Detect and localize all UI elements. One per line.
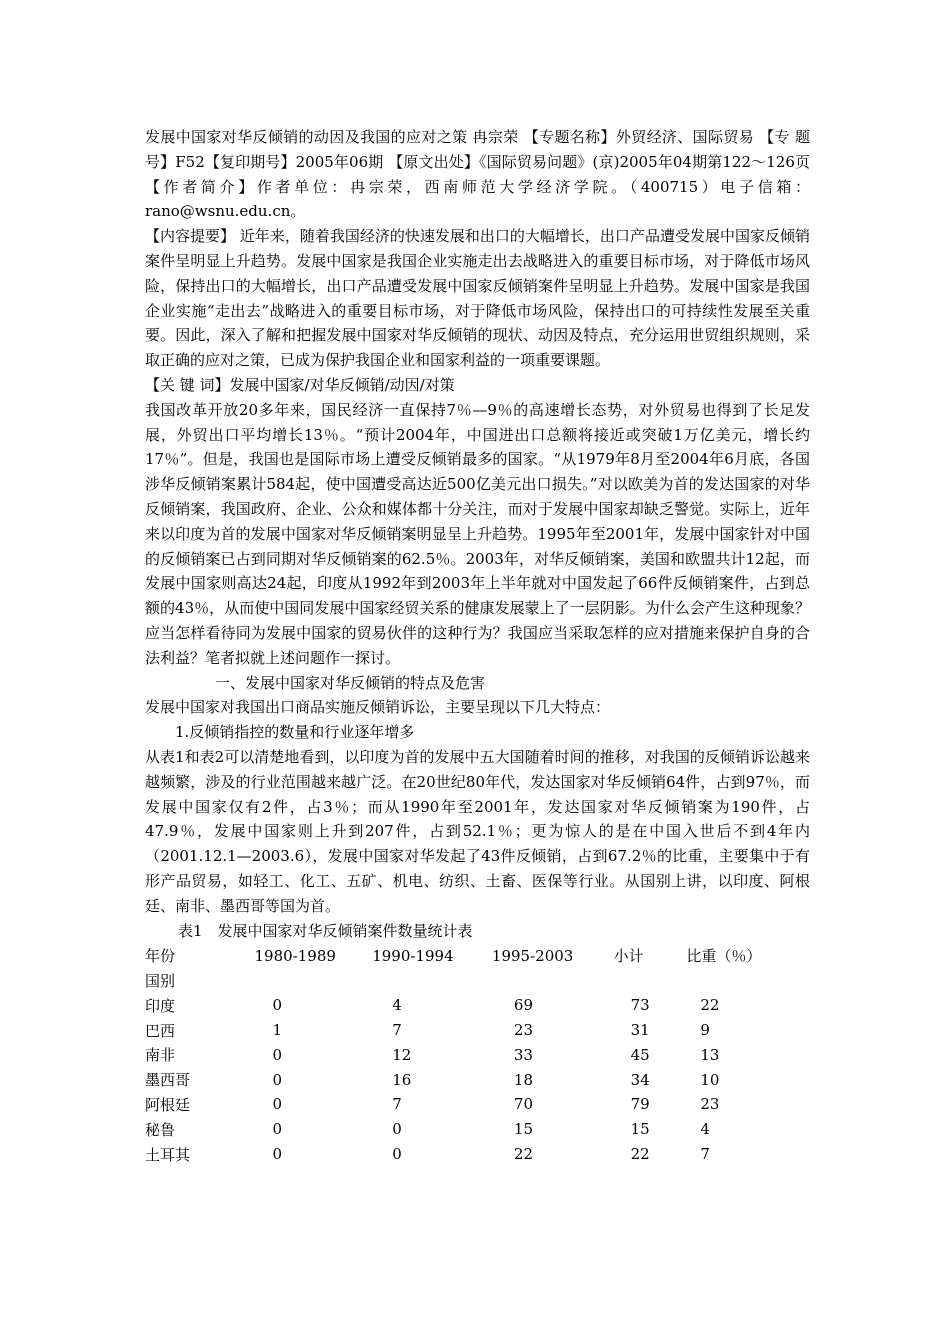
table-cell: 33 <box>513 1045 534 1064</box>
table-cell: 0 <box>272 1095 283 1114</box>
table-row <box>145 1018 810 1043</box>
table-row <box>145 993 810 1018</box>
row-label-cell: 巴西 <box>145 1021 176 1040</box>
row-label-cell: 秘鲁 <box>145 1120 176 1139</box>
table-cell: 7 <box>392 1021 402 1040</box>
table-cell: 34 <box>630 1070 650 1089</box>
table-cell: 31 <box>630 1021 650 1040</box>
table-cell: 13 <box>700 1045 720 1064</box>
table-cell: 4 <box>700 1120 710 1139</box>
table-row <box>145 1142 810 1167</box>
table-cell: 79 <box>630 1095 650 1114</box>
table-cell: 10 <box>700 1070 720 1089</box>
row-label-cell: 印度 <box>145 996 176 1015</box>
table-row <box>145 1092 810 1117</box>
subsection-paragraph: 从表1和表2可以清楚地看到，以印度为首的发展中五大国随着时间的推移，对我国的反倾销诉讼越来越频繁，涉及的行业范围越来越广泛。在20世纪80年代，发达国家对华反倾销64件，占到97％，而发展中国家仅有2件，占3％；而从1990年至2001年，发达国家对华反倾销案为190件，占47.9％，发展中国家则上升到207件，占到52.1％；更为惊人的是在中国入世后不到4年内（2001.12.1—2003.6），发展中国家对华发起了43件反倾销，占到67.2％的比重，主要集中于有形产品贸易，如轻工、化工、五矿、机电、纺织、土畜、医保等行业。从国别上讲，以印度、阿根廷、南非、墨西哥等国为首。 <box>145 747 810 915</box>
article-header: 发展中国家对华反倾销的动因及我国的应对之策 冉宗荣 【专题名称】外贸经济、国际贸易 【专 题 号】F52【复印期号】2005年06期 【原文出处】《国际贸易问题》(京)2005年04期第122～126页 【作者简介】作者单位：冉宗荣，西南师范大学经济学院。（400715）电子信箱：rano@wsnu.edu.cn。 <box>145 128 810 221</box>
row-label-cell: 南非 <box>145 1046 176 1065</box>
table-cell: 15 <box>630 1120 650 1139</box>
table-cell: 70 <box>513 1095 534 1114</box>
table-cell: 16 <box>392 1070 412 1089</box>
intro-paragraph: 我国改革开放20多年来，国民经济一直保持7％—9％的高速增长态势，对外贸易也得到了长足发展，外贸出口平均增长13％。“预计2004年，中国进出口总额将接近或突破1万亿美元，增长约17％”。但是，我国也是国际市场上遭受反倾销最多的国家。“从1979年8月至2004年6月底，各国涉华反倾销案累计584起，使中国遭受高达近500亿美元出口损失。”对以欧美为首的发达国家的对华反倾销案，我国政府、企业、公众和媒体都十分关注，而对于发展中国家却缺乏警觉。实际上，近年来以印度为首的发展中国家对华反倾销案明显呈上升趋势。1995年至2001年，发展中国家针对中国的反倾销案已占到同期对华反倾销案的62.5％。2003年，对华反倾销案，美国和欧盟共计12起，而发展中国家则高达24起，印度从1992年到2003年上半年就对中国发起了66件反倾销案件，占到总额的43％，从而使中国同发展中国家经贸关系的健康发展蒙上了一层阴影。为什么会产生这种现象？应当怎样看待同为发展中国家的贸易伙伴的这种行为？我国应当采取怎样的应对措施来保护自身的合法利益？笔者拟就上述问题作一探讨。 <box>145 400 810 667</box>
table-row <box>145 1042 810 1067</box>
table-caption: 表1 发展中国家对华反倾销案件数量统计表 <box>178 921 473 940</box>
table-cell: 22 <box>513 1145 534 1164</box>
table-cell: 0 <box>392 1145 402 1164</box>
header-cell: 1995-2003 <box>491 946 574 965</box>
row-label-cell: 墨西哥 <box>145 1071 191 1090</box>
table-cell: 73 <box>630 996 650 1015</box>
table-cell: 7 <box>700 1145 710 1164</box>
table-cell: 23 <box>700 1095 720 1114</box>
table-cell: 4 <box>392 996 402 1015</box>
document-page <box>145 125 810 1166</box>
table-row <box>145 1067 810 1092</box>
table-cell: 22 <box>630 1145 650 1164</box>
table-cell: 22 <box>700 996 720 1015</box>
table-cell: 7 <box>392 1095 402 1114</box>
row-label-cell: 土耳其 <box>145 1145 191 1164</box>
table-cell: 9 <box>700 1021 710 1040</box>
table-row <box>145 1117 810 1142</box>
section-intro: 发展中国家对我国出口商品实施反倾销诉讼，主要呈现以下几大特点： <box>145 698 611 717</box>
table-cell: 23 <box>513 1021 534 1040</box>
section-heading: 一、发展中国家对华反倾销的特点及危害 <box>215 673 486 692</box>
table-cell: 69 <box>513 996 534 1015</box>
table-header-row-2 <box>145 968 810 993</box>
table-cell: 0 <box>272 1120 283 1139</box>
header-cell: 国别 <box>145 971 176 990</box>
table-cell: 0 <box>272 996 283 1015</box>
header-cell: 小计 <box>613 947 644 966</box>
table-cell: 0 <box>272 1145 283 1164</box>
table-cell: 0 <box>392 1120 402 1139</box>
header-cell: 1980-1989 <box>254 946 336 965</box>
row-label-cell: 阿根廷 <box>145 1095 191 1114</box>
header-cell: 比重（％） <box>686 947 762 966</box>
header-cell: 年份 <box>145 947 176 966</box>
table-cell: 15 <box>513 1120 534 1139</box>
header-cell: 1990-1994 <box>372 946 454 965</box>
table-header-row <box>145 943 810 968</box>
table-1 <box>145 943 810 1166</box>
table-cell: 18 <box>513 1070 534 1089</box>
abstract: 【内容提要】 近年来，随着我国经济的快速发展和出口的大幅增长，出口产品遭受发展中国家反倾销案件呈明显上升趋势。发展中国家是我国企业实施走出去战略进入的重要目标市场，对于降低市场风险，保持出口的大幅增长，出口产品遭受发展中国家反倾销案件呈明显上升趋势。发展中国家是我国企业实施“走出去”战略进入的重要目标市场，对于降低市场风险，保持出口的可持续性发展至关重要。因此，深入了解和把握发展中国家对华反倾销的现状、动因及特点，充分运用世贸组织规则，采取正确的应对之策，已成为保护我国企业和国家利益的一项重要课题。 <box>145 227 810 370</box>
table-cell: 12 <box>392 1045 412 1064</box>
table-cell: 0 <box>272 1045 283 1064</box>
keywords: 【关 键 词】发展中国家/对华反倾销/动因/对策 <box>145 375 455 394</box>
table-cell: 45 <box>630 1045 650 1064</box>
subsection-heading: 1.反倾销指控的数量和行业逐年增多 <box>175 723 415 742</box>
table-cell: 1 <box>272 1021 283 1040</box>
table-cell: 0 <box>272 1070 283 1089</box>
